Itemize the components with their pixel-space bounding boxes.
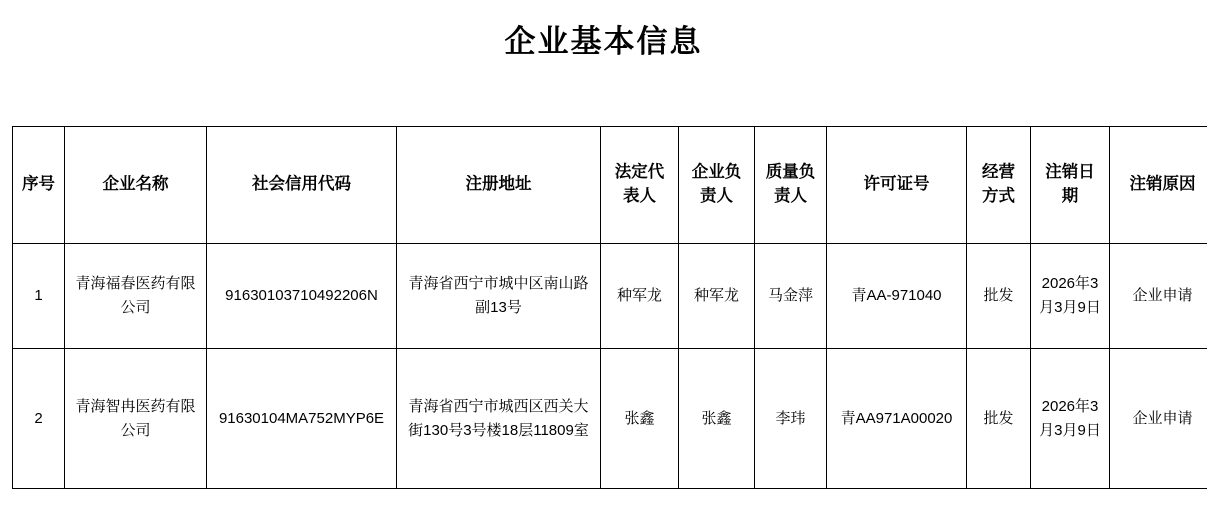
- column-header-credit-code: 社会信用代码: [207, 127, 397, 244]
- cell-credit-code: 91630103710492206N: [207, 244, 397, 349]
- cell-cancel-date: 2026年3月3月9日: [1031, 349, 1110, 489]
- column-header-name: 企业名称: [65, 127, 207, 244]
- cell-cancel-reason: 企业申请: [1110, 244, 1207, 349]
- column-header-business-mode: 经营方式: [967, 127, 1031, 244]
- cell-legal-rep: 种军龙: [601, 244, 679, 349]
- cell-license-no: 青AA-971040: [827, 244, 967, 349]
- column-header-quality-head: 质量负责人: [755, 127, 827, 244]
- page-title: 企业基本信息: [504, 24, 703, 59]
- cell-index: 1: [13, 244, 65, 349]
- column-header-cancel-date: 注销日期: [1031, 127, 1110, 244]
- cell-quality-head: 李玮: [755, 349, 827, 489]
- column-header-cancel-reason: 注销原因: [1110, 127, 1207, 244]
- table-header: [13, 127, 1207, 244]
- column-header-index: 序号: [13, 127, 65, 244]
- enterprise-info-table: [12, 126, 1207, 489]
- cell-name: 青海智冉医药有限公司: [65, 349, 207, 489]
- column-header-address: 注册地址: [397, 127, 601, 244]
- cell-license-no: 青AA971A00020: [827, 349, 967, 489]
- table-row: [13, 349, 1207, 489]
- column-header-manager: 企业负责人: [679, 127, 755, 244]
- cell-address: 青海省西宁市城西区西关大街130号3号楼18层11809室: [397, 349, 601, 489]
- cell-legal-rep: 张鑫: [601, 349, 679, 489]
- table-body: [13, 244, 1207, 489]
- cell-name: 青海福春医药有限公司: [65, 244, 207, 349]
- table-row: [13, 244, 1207, 349]
- cell-credit-code: 91630104MA752MYP6E: [207, 349, 397, 489]
- cell-business-mode: 批发: [967, 349, 1031, 489]
- table-header-row: [13, 127, 1207, 244]
- cell-cancel-date: 2026年3月3月9日: [1031, 244, 1110, 349]
- enterprise-info-table-container: [12, 126, 1195, 489]
- cell-index: 2: [13, 349, 65, 489]
- cell-manager: 种军龙: [679, 244, 755, 349]
- cell-manager: 张鑫: [679, 349, 755, 489]
- cell-business-mode: 批发: [967, 244, 1031, 349]
- cell-quality-head: 马金萍: [755, 244, 827, 349]
- cell-cancel-reason: 企业申请: [1110, 349, 1207, 489]
- cell-address: 青海省西宁市城中区南山路副13号: [397, 244, 601, 349]
- column-header-legal-rep: 法定代表人: [601, 127, 679, 244]
- column-header-license-no: 许可证号: [827, 127, 967, 244]
